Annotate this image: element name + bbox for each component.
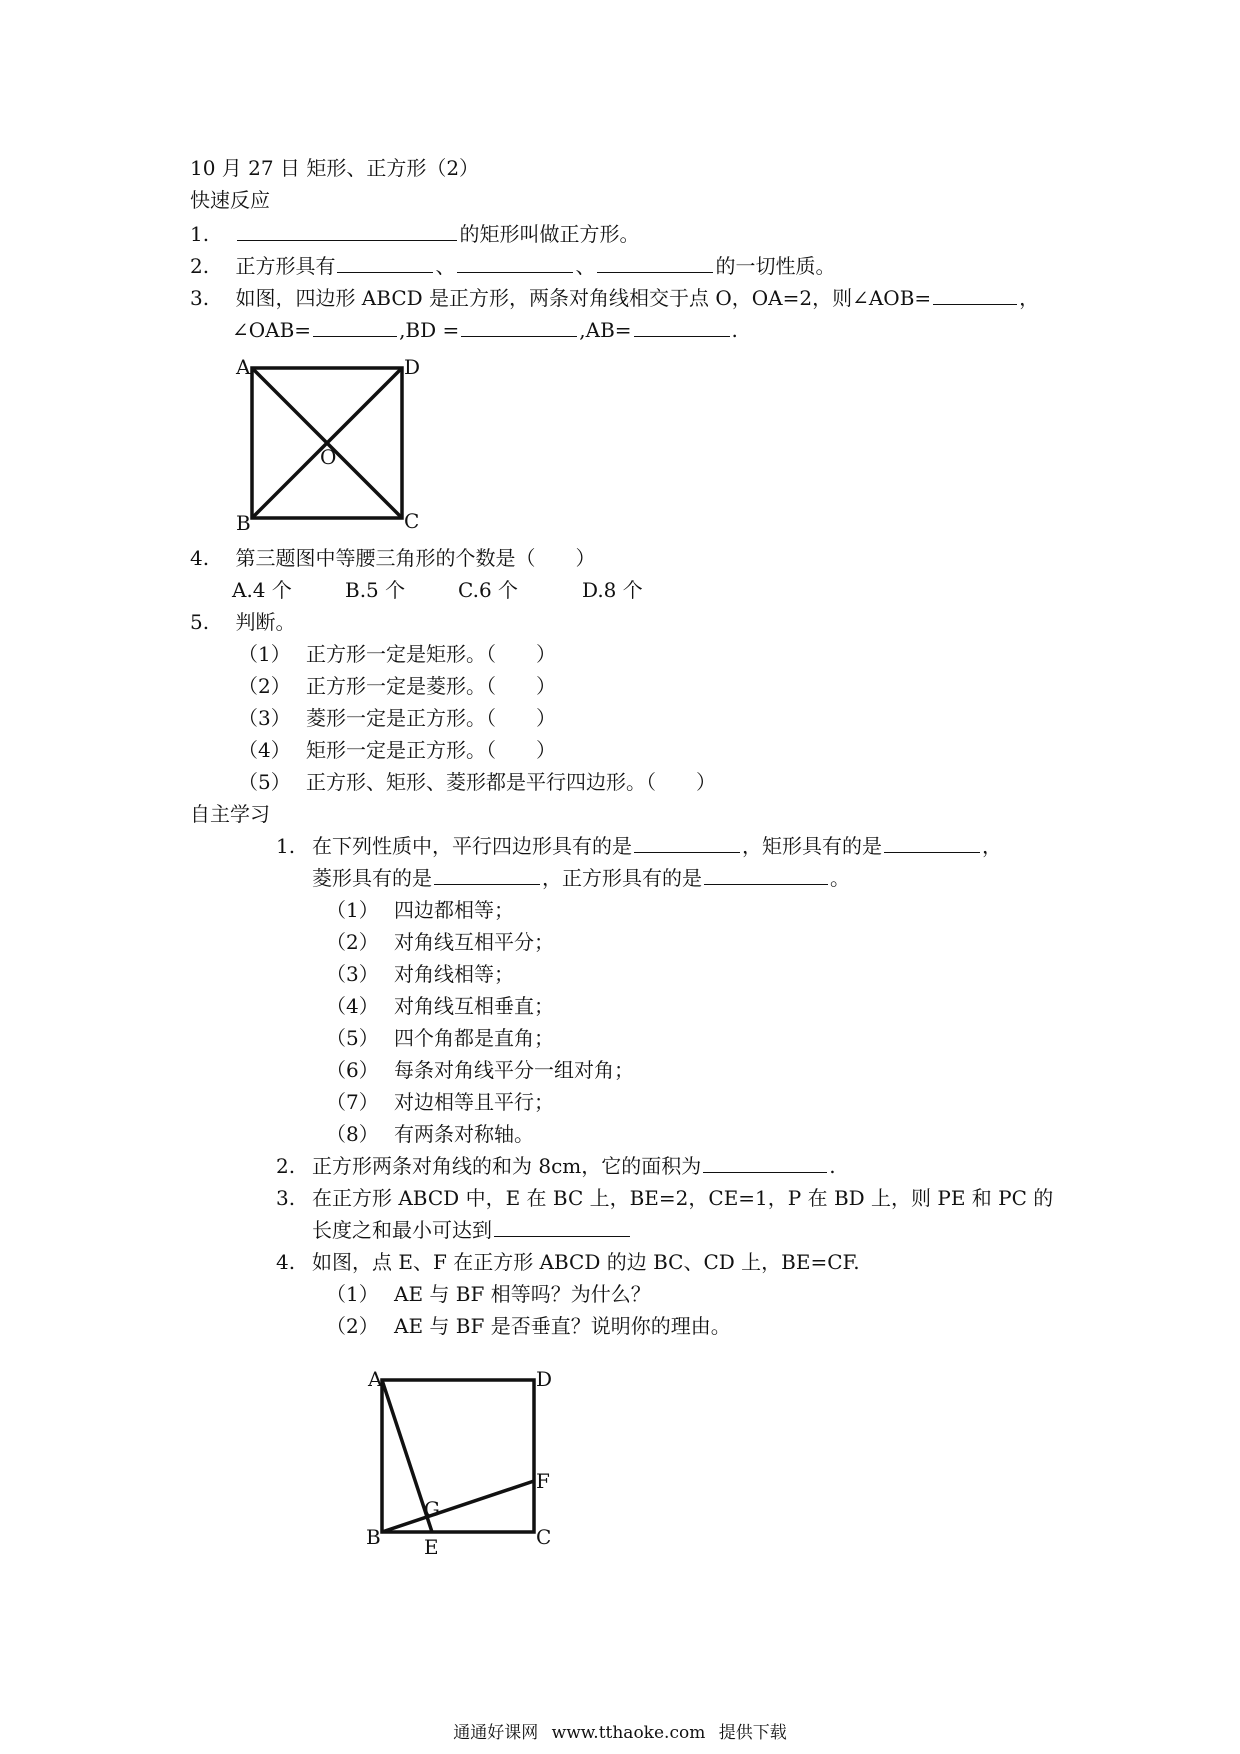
question-4-options <box>232 578 643 602</box>
question-3-line-2: ∠OAB= ,BD = ,AB= . <box>232 318 738 342</box>
option-d[interactable]: D.8 个 <box>582 578 643 602</box>
label-c: C <box>404 509 420 533</box>
label-d: D <box>404 355 421 379</box>
list-item: （2） AE 与 BF 是否垂直？说明你的理由。 <box>326 1314 731 1338</box>
study-question-1: 1. 在下列性质中，平行四边形具有的是 ，矩形具有的是 ， <box>276 834 1002 858</box>
question-number: 2. <box>276 1154 296 1178</box>
list-item: （2） 正方形一定是菱形。（ ） <box>238 674 556 698</box>
label-d: D <box>536 1367 553 1391</box>
answer-blank[interactable] <box>313 318 397 337</box>
study-question-2: 2. 正方形两条对角线的和为 8cm，它的面积为 . <box>276 1154 836 1178</box>
section-heading-self-study: 自主学习 <box>190 802 270 826</box>
answer-blank[interactable] <box>634 834 740 853</box>
answer-blank[interactable] <box>237 222 457 241</box>
list-item: （3） 菱形一定是正方形。（ ） <box>238 706 556 730</box>
answer-blank[interactable] <box>634 318 730 337</box>
answer-blank[interactable] <box>704 866 828 885</box>
list-item: （8） 有两条对称轴。 <box>326 1122 534 1146</box>
list-item: （6） 每条对角线平分一组对角； <box>326 1058 634 1082</box>
square-ae-bf-figure <box>364 1364 564 1564</box>
section-heading-quick-response: 快速反应 <box>190 188 270 212</box>
list-item: （5） 正方形、矩形、菱形都是平行四边形。（ ） <box>238 770 716 794</box>
label-b: B <box>236 511 251 535</box>
label-e: E <box>424 1535 439 1559</box>
label-c: C <box>536 1525 552 1549</box>
answer-blank[interactable] <box>703 1154 827 1173</box>
answer-blank[interactable] <box>461 318 577 337</box>
question-number: 4. <box>276 1250 296 1274</box>
list-item: （1） 正方形一定是矩形。（ ） <box>238 642 556 666</box>
question-number: 1. <box>190 222 210 246</box>
footer <box>0 1718 1240 1743</box>
label-a: A <box>236 355 251 379</box>
list-item: （3） 对角线相等； <box>326 962 514 986</box>
page-title: 10 月 27 日 矩形、正方形（2） <box>190 156 480 180</box>
label-g: G <box>424 1497 440 1521</box>
answer-blank[interactable] <box>597 254 713 273</box>
question-1: 1. 的矩形叫做正方形。 <box>190 222 640 246</box>
list-item: （4） 对角线互相垂直； <box>326 994 554 1018</box>
answer-blank[interactable] <box>337 254 433 273</box>
square-diagonals-figure <box>232 352 432 542</box>
square-abcd <box>382 1380 534 1532</box>
label-o: O <box>320 445 337 469</box>
option-a[interactable]: A.4 个 <box>232 578 292 602</box>
question-3: 3. 如图，四边形 ABCD 是正方形，两条对角线相交于点 O，OA=2，则∠AOB= ， <box>190 286 1040 310</box>
study-question-1-line-2: 菱形具有的是 ，正方形具有的是 。 <box>312 866 850 890</box>
footer-tail: 提供下载 <box>718 1723 787 1743</box>
footer-site-name: 通通好课网 <box>453 1723 539 1743</box>
option-b[interactable]: B.5 个 <box>345 578 406 602</box>
question-number: 5. <box>190 610 210 634</box>
question-number: 2. <box>190 254 210 278</box>
label-b: B <box>366 1525 381 1549</box>
question-2: 2. 正方形具有 、 、 的一切性质。 <box>190 254 836 278</box>
list-item: （4） 矩形一定是正方形。（ ） <box>238 738 556 762</box>
study-question-3-line-2: 长度之和最小可达到 <box>312 1218 632 1242</box>
question-number: 3. <box>276 1186 296 1210</box>
question-4: 4. 第三题图中等腰三角形的个数是（ ） <box>190 546 596 570</box>
answer-blank[interactable] <box>457 254 573 273</box>
answer-blank[interactable] <box>434 866 540 885</box>
label-f: F <box>536 1469 550 1493</box>
question-number: 3. <box>190 286 210 310</box>
study-question-4: 4. 如图，点 E、F 在正方形 ABCD 的边 BC、CD 上，BE=CF. <box>276 1250 860 1274</box>
answer-blank[interactable] <box>884 834 980 853</box>
answer-blank[interactable] <box>933 286 1017 305</box>
question-number: 4. <box>190 546 210 570</box>
study-question-3: 3. 在正方形 ABCD 中，E 在 BC 上，BE=2，CE=1，P 在 BD 上，则 PE 和 PC 的 <box>276 1186 1054 1210</box>
segment-bf <box>382 1481 534 1532</box>
footer-url[interactable]: www.tthaoke.com <box>551 1723 706 1743</box>
list-item: （7） 对边相等且平行； <box>326 1090 554 1114</box>
list-item: （5） 四个角都是直角； <box>326 1026 554 1050</box>
question-5: 5. 判断。 <box>190 610 296 634</box>
list-item: （2） 对角线互相平分； <box>326 930 554 954</box>
list-item: （1） 四边都相等； <box>326 898 514 922</box>
answer-blank[interactable] <box>494 1218 630 1237</box>
question-number: 1. <box>276 834 296 858</box>
label-a: A <box>368 1367 383 1391</box>
list-item: （1） AE 与 BF 相等吗？为什么？ <box>326 1282 651 1306</box>
option-c[interactable]: C.6 个 <box>458 578 519 602</box>
